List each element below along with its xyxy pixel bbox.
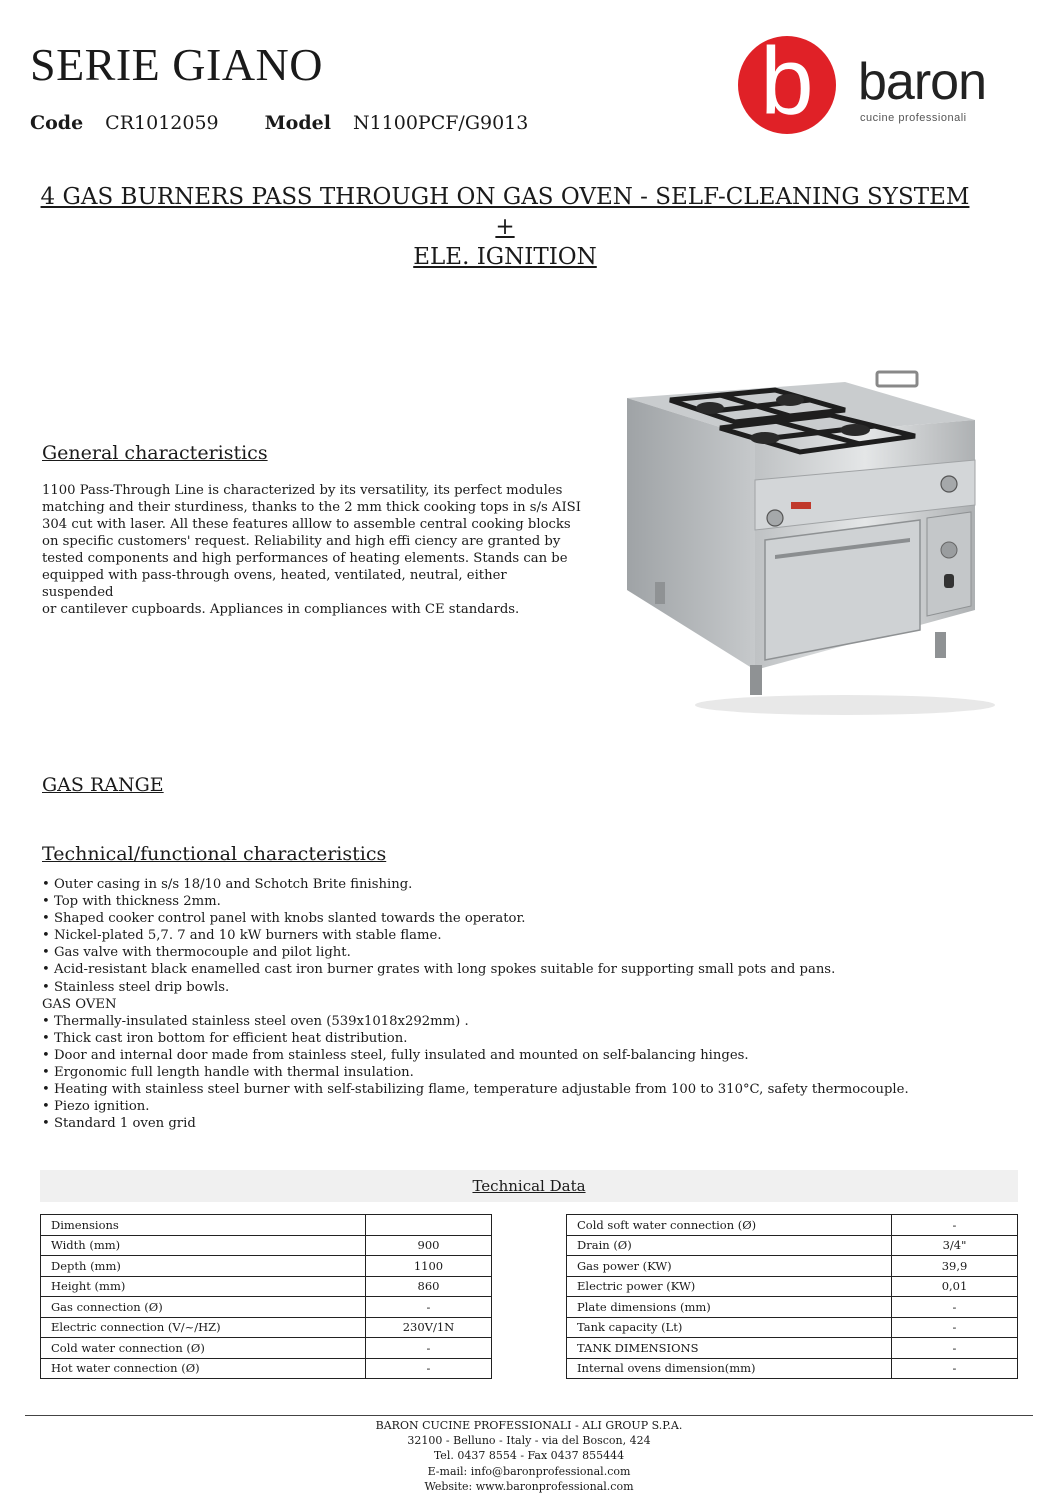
table-row [567, 1317, 1018, 1338]
spec-label: Internal ovens dimension(mm) [567, 1358, 892, 1379]
product-image [615, 360, 1005, 725]
table-row [41, 1276, 492, 1297]
general-line: tested components and high performances of heating elements. Stands can be [42, 551, 568, 566]
spec-label: Electric connection (V/~/HZ) [41, 1317, 366, 1338]
table-row [567, 1338, 1018, 1359]
spec-label: Drain (Ø) [567, 1235, 892, 1256]
technical-data-table-right [566, 1214, 1018, 1379]
table-row [41, 1297, 492, 1318]
spec-value: 900 [366, 1235, 492, 1256]
spec-label: Cold soft water connection (Ø) [567, 1215, 892, 1236]
tech-item: • Top with thickness 2mm. [42, 894, 221, 910]
tech-subheading: GAS OVEN [42, 996, 117, 1012]
spec-label: Height (mm) [41, 1276, 366, 1297]
tech-item: • Door and internal door made from stainless steel, fully insulated and mounted on self-balancing hinges. [42, 1047, 749, 1063]
code-value: CR1012059 [105, 112, 219, 134]
spec-value: 39,9 [892, 1256, 1018, 1277]
tech-item: • Ergonomic full length handle with thermal insulation. [42, 1065, 414, 1081]
general-characteristics-heading: General characteristics [42, 442, 268, 464]
tech-item: • Acid-resistant black enamelled cast iron burner grates with long spokes suitable for supporting small pots and pans. [42, 962, 836, 978]
spec-value: - [892, 1317, 1018, 1338]
spec-value: - [892, 1215, 1018, 1236]
tech-item: • Heating with stainless steel burner with self-stabilizing flame, temperature adjustable from 100 to 310°C, safety thermocouple. [42, 1082, 909, 1098]
technical-data-title: Technical Data [472, 1177, 586, 1195]
baron-logo [738, 28, 988, 136]
tech-item: • Piezo ignition. [42, 1099, 150, 1115]
spec-value: - [366, 1338, 492, 1359]
logo-tagline: cucine professionali [860, 112, 967, 124]
serie-title: SERIE GIANO [30, 39, 323, 90]
footer-company: BARON CUCINE PROFESSIONALI - ALI GROUP S.P.A. [375, 1419, 683, 1432]
footer-address: 32100 - Belluno - Italy - via del Boscon, 424 [407, 1434, 651, 1448]
spec-value: - [366, 1297, 492, 1318]
spec-value: - [892, 1297, 1018, 1318]
table-row [567, 1276, 1018, 1297]
general-line: matching and their sturdiness, thanks to the 2 mm thick cooking tops in s/s AISI [42, 500, 581, 515]
tech-item: • Standard 1 oven grid [42, 1116, 196, 1132]
product-title-line1: 4 GAS BURNERS PASS THROUGH ON GAS OVEN - SELF-CLEANING SYSTEM + [40, 184, 970, 240]
general-line: or cantilever cupboards. Appliances in compliances with CE standards. [42, 602, 520, 617]
general-characteristics-text [42, 482, 582, 618]
footer [0, 1418, 1058, 1494]
spec-label: Cold water connection (Ø) [41, 1338, 366, 1359]
code-label: Code [30, 112, 84, 134]
table-row [41, 1256, 492, 1277]
spec-label: Depth (mm) [41, 1256, 366, 1277]
model-label: Model [264, 112, 331, 134]
table-row [567, 1215, 1018, 1236]
tech-item: • Nickel-plated 5,7. 7 and 10 kW burners with stable flame. [42, 928, 442, 944]
technical-data-bar [40, 1170, 1018, 1202]
footer-divider [25, 1415, 1033, 1416]
table-row [41, 1358, 492, 1379]
tech-item: • Thick cast iron bottom for efficient heat distribution. [42, 1030, 408, 1046]
logo-wordmark: baron [858, 53, 986, 111]
table-row [41, 1338, 492, 1359]
table-row [41, 1235, 492, 1256]
spec-value: 230V/1N [366, 1317, 492, 1338]
table-row [41, 1317, 492, 1338]
technical-data-table-left [40, 1214, 492, 1379]
spec-value: - [892, 1338, 1018, 1359]
spec-label: Tank capacity (Lt) [567, 1317, 892, 1338]
tech-item: • Outer casing in s/s 18/10 and Schotch Brite finishing. [42, 877, 413, 892]
spec-label: Width (mm) [41, 1235, 366, 1256]
spec-label: Dimensions [41, 1215, 366, 1236]
table-row [41, 1215, 492, 1236]
spec-label: Electric power (KW) [567, 1276, 892, 1297]
spec-value: 860 [366, 1276, 492, 1297]
footer-email: E-mail: info@baronprofessional.com [427, 1464, 631, 1478]
tech-item: • Thermally-insulated stainless steel oven (539x1018x292mm) . [42, 1013, 469, 1029]
technical-characteristics-heading: Technical/functional characteristics [42, 843, 387, 865]
spec-value: 0,01 [892, 1276, 1018, 1297]
spec-value: 3/4" [892, 1235, 1018, 1256]
model-value: N1100PCF/G9013 [352, 112, 529, 134]
table-row [567, 1235, 1018, 1256]
product-title-line2: ELE. IGNITION [413, 244, 597, 270]
table-row [567, 1358, 1018, 1379]
spec-value [366, 1215, 492, 1236]
table-row [567, 1297, 1018, 1318]
general-line: equipped with pass-through ovens, heated, ventilated, neutral, either suspended [42, 568, 507, 600]
general-line: 1100 Pass-Through Line is characterized by its versatility, its perfect modules [42, 483, 563, 498]
spec-label: TANK DIMENSIONS [567, 1338, 892, 1359]
spec-value: 1100 [366, 1256, 492, 1277]
spec-value: - [366, 1358, 492, 1379]
tech-item: • Shaped cooker control panel with knobs slanted towards the operator. [42, 911, 526, 927]
footer-website: Website: www.baronprofessional.com [424, 1479, 634, 1493]
spec-label: Gas power (KW) [567, 1256, 892, 1277]
spec-value: - [892, 1358, 1018, 1379]
code-model-row [30, 112, 528, 134]
product-title [30, 182, 980, 272]
tech-item: • Gas valve with thermocouple and pilot light. [42, 945, 351, 961]
general-line: on specific customers' request. Reliability and high effi ciency are granted by [42, 534, 561, 549]
logo-b-letter: b [760, 28, 814, 135]
footer-phone: Tel. 0437 8554 - Fax 0437 855444 [433, 1449, 625, 1463]
technical-characteristics-list [42, 876, 909, 1132]
general-line: 304 cut with laser. All these features alllow to assemble central cooking blocks [42, 517, 571, 532]
category-heading: GAS RANGE [42, 774, 164, 796]
spec-label: Gas connection (Ø) [41, 1297, 366, 1318]
tech-item: • Stainless steel drip bowls. [42, 979, 230, 995]
table-row [567, 1256, 1018, 1277]
spec-label: Plate dimensions (mm) [567, 1297, 892, 1318]
spec-label: Hot water connection (Ø) [41, 1358, 366, 1379]
